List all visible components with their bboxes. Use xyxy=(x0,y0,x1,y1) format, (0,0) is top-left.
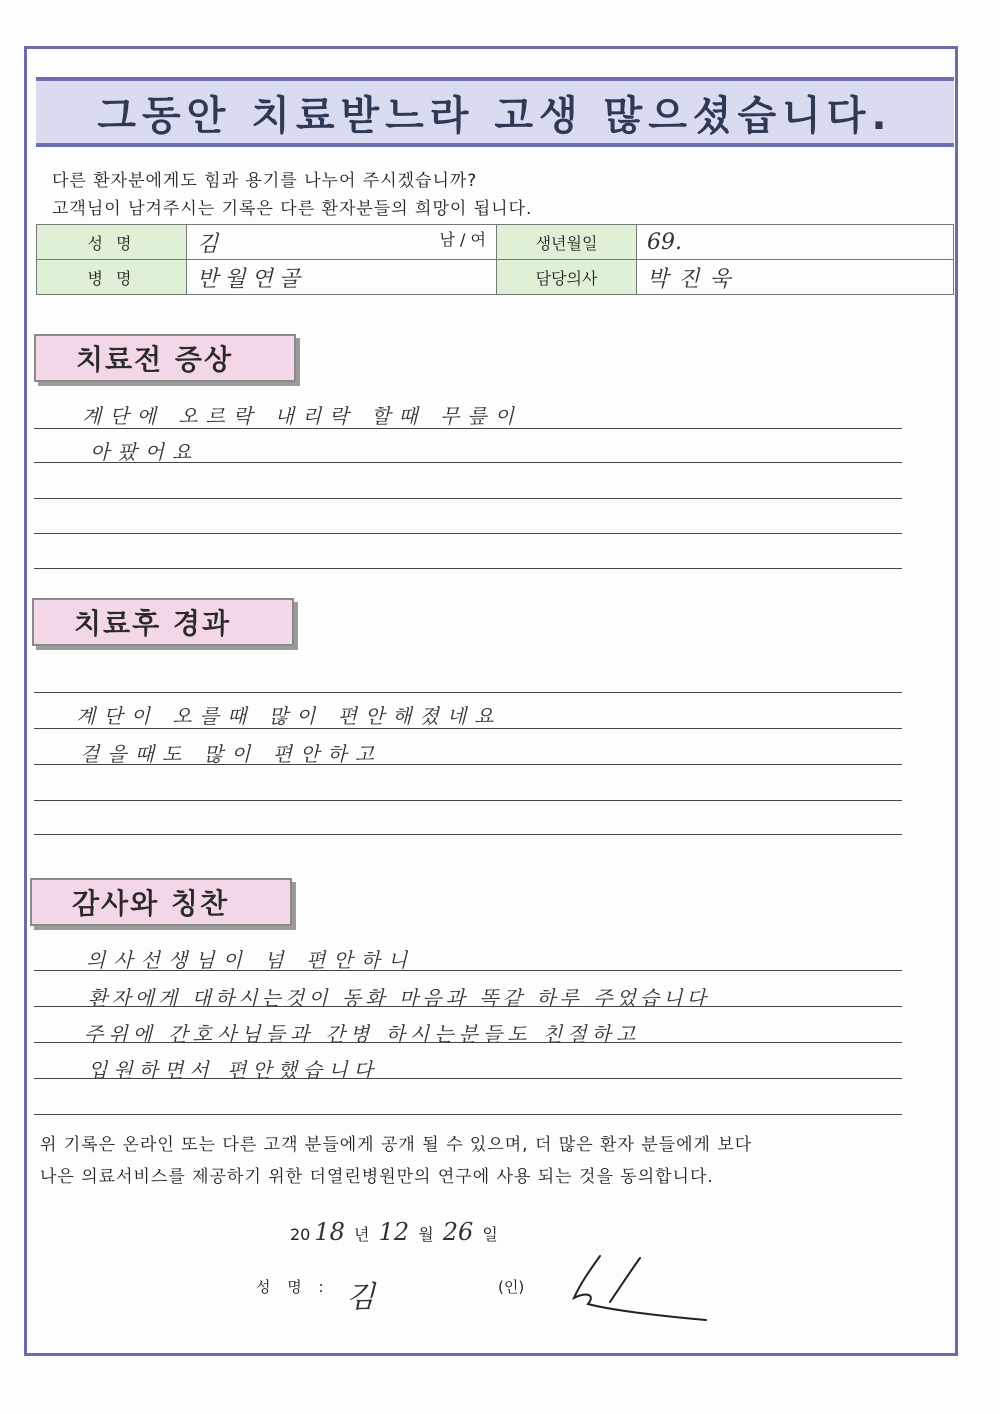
thanks-line-1: 의사선생님이 넘 편안하니 xyxy=(86,948,416,972)
disease-label: 병 명 xyxy=(37,260,187,295)
gender-label: 남 / 여 xyxy=(439,229,486,249)
thanks-line-4: 입원하면서 편안했습니다 xyxy=(88,1058,379,1082)
writing-rule xyxy=(34,970,902,971)
name-cell[interactable] xyxy=(187,225,497,260)
writing-rule xyxy=(34,1114,902,1115)
seal-label: (인) xyxy=(498,1278,525,1296)
date-day-unit: 일 xyxy=(482,1225,498,1244)
after-result-heading xyxy=(32,598,294,646)
writing-rule xyxy=(34,1078,902,1079)
writing-rule xyxy=(34,533,902,534)
doctor-cell[interactable] xyxy=(637,260,954,295)
doctor-label: 담당의사 xyxy=(497,260,637,295)
writing-rule xyxy=(34,728,902,729)
consent-line-2: 나은 의료서비스를 제공하기 위한 더열린병원만의 연구에 사용 되는 것을 동의합니다. xyxy=(40,1167,714,1187)
thanks-praise-heading xyxy=(30,878,292,926)
doctor-value: 박진욱 xyxy=(647,266,741,292)
writing-rule xyxy=(34,428,902,429)
consent-line-1: 위 기록은 온라인 또는 다른 고객 분들에게 공개 될 수 있으며, 더 많은 환자 분들에게 보다 xyxy=(40,1135,753,1155)
signature-date xyxy=(290,1218,498,1246)
birth-label: 생년월일 xyxy=(497,225,637,260)
title-band xyxy=(36,77,954,147)
date-month[interactable]: 12 xyxy=(378,1218,410,1246)
before-heading-text: 치료전 증상 xyxy=(76,343,233,376)
birth-cell[interactable] xyxy=(637,225,954,260)
date-year-unit: 년 xyxy=(354,1225,370,1244)
before-symptoms-heading xyxy=(34,334,296,382)
after-heading-text: 치료후 경과 xyxy=(74,607,231,640)
writing-rule xyxy=(34,498,902,499)
date-day[interactable]: 26 xyxy=(442,1218,474,1246)
name-label: 성 명 xyxy=(37,225,187,260)
disease-cell[interactable] xyxy=(187,260,497,295)
before-line-2: 아팠어요 xyxy=(90,440,200,464)
info-row-1 xyxy=(37,225,954,260)
sign-name-label: 성 명 : xyxy=(256,1278,330,1296)
before-line-1: 계단에 오르락 내리락 할때 무릎이 xyxy=(82,404,522,428)
writing-rule xyxy=(34,568,902,569)
info-row-2 xyxy=(37,260,954,295)
thanks-line-3: 주위에 간호사님들과 간병 하시는분들도 친절하고 xyxy=(84,1022,641,1046)
writing-rule xyxy=(34,834,902,835)
after-line-2: 걸을때도 많이 편안하고 xyxy=(80,742,382,766)
birth-value: 69. xyxy=(647,229,682,255)
intro-line-1: 다른 환자분에게도 힘과 용기를 나누어 주시겠습니까? xyxy=(52,171,478,191)
writing-rule xyxy=(34,692,902,693)
writing-rule xyxy=(34,1006,902,1007)
thanks-line-2: 환자에게 대하시는것이 동화 마음과 똑같 하루 주었습니다 xyxy=(88,986,710,1010)
thanks-heading-text: 감사와 칭찬 xyxy=(72,887,229,920)
writing-rule xyxy=(34,800,902,801)
intro-line-2: 고객님이 남겨주시는 기록은 다른 환자분들의 희망이 됩니다. xyxy=(52,199,533,219)
date-month-unit: 월 xyxy=(418,1225,434,1244)
writing-rule xyxy=(34,462,902,463)
after-line-1: 계단이 오를때 많이 편안해졌네요 xyxy=(76,704,502,728)
patient-info-table xyxy=(36,224,954,295)
date-year[interactable]: 18 xyxy=(314,1218,345,1246)
sign-name-value[interactable]: 김 xyxy=(346,1280,375,1315)
date-prefix: 20 xyxy=(290,1225,311,1244)
disease-value: 반월연골 xyxy=(197,266,307,292)
handwritten-signature[interactable] xyxy=(530,1250,710,1330)
name-value: 김 xyxy=(197,231,219,257)
writing-rule xyxy=(34,1042,902,1043)
page-title: 그동안 치료받느라 고생 많으셨습니다. xyxy=(97,92,893,139)
writing-rule xyxy=(34,764,902,765)
